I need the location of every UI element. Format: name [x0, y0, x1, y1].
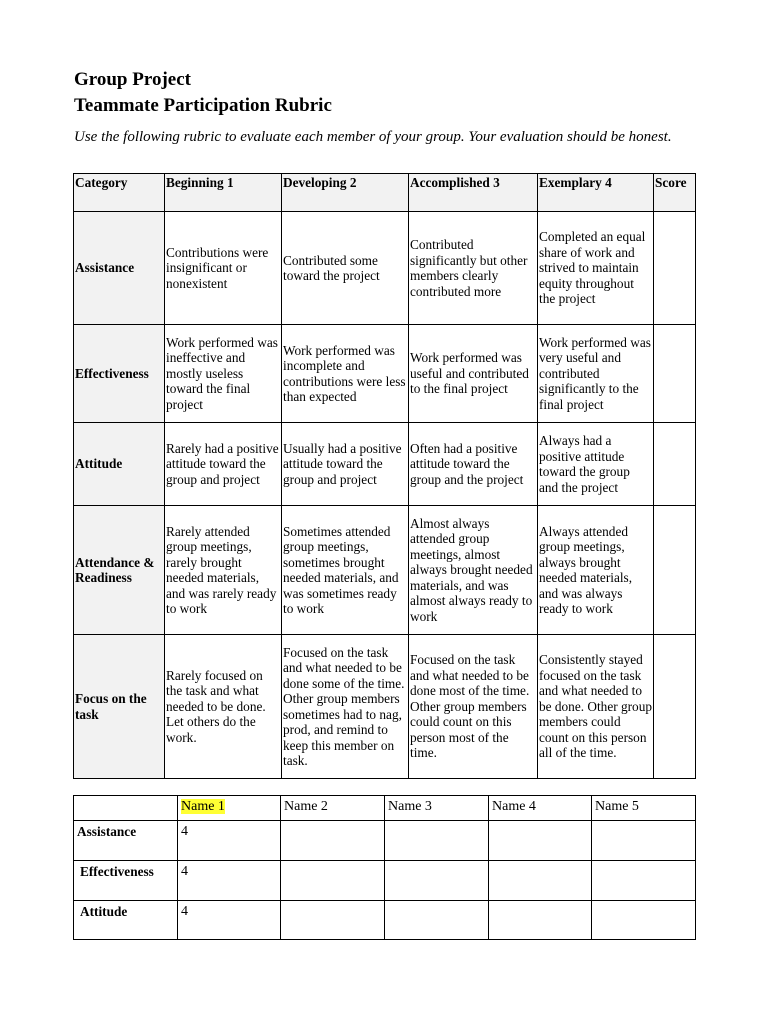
- accomplished-cell: Often had a positive attitude toward the group and the project: [409, 423, 538, 506]
- scores-row-assistance: [74, 821, 696, 861]
- category-cell: Focus on the task: [74, 635, 165, 779]
- beginning-cell: Rarely attended group meetings, rarely brought needed materials, and was rarely ready to work: [165, 506, 282, 635]
- score-value[interactable]: [489, 901, 592, 940]
- header-developing: Developing 2: [282, 174, 409, 212]
- exemplary-cell: Consistently stayed focused on the task and what needed to be done. Other group members could count on this person all of the time.: [538, 635, 654, 779]
- rubric-row-attendance: [74, 506, 696, 635]
- rubric-header-row: [74, 174, 696, 212]
- score-cell[interactable]: [654, 212, 696, 325]
- corner-cell: [74, 796, 178, 821]
- beginning-cell: Work performed was ineffective and mostly useless toward the final project: [165, 325, 282, 423]
- highlighted-name: Name 1: [181, 799, 225, 814]
- rubric-row-effectiveness: [74, 325, 696, 423]
- rubric-row-assistance: [74, 212, 696, 325]
- instructions-text: Use the following rubric to evaluate each member of your group. Your evaluation should be honest.: [74, 129, 672, 145]
- exemplary-cell: Completed an equal share of work and strived to maintain equity throughout the project: [538, 212, 654, 325]
- row-label: Effectiveness: [74, 861, 178, 901]
- document-subtitle: Teammate Participation Rubric: [74, 95, 332, 116]
- score-value[interactable]: [592, 861, 696, 901]
- exemplary-cell: Always had a positive attitude toward the group and the project: [538, 423, 654, 506]
- score-value[interactable]: 4: [178, 901, 281, 940]
- category-cell: Attendance & Readiness: [74, 506, 165, 635]
- developing-cell: Work performed was incomplete and contributions were less than expected: [282, 325, 409, 423]
- exemplary-cell: Work performed was very useful and contributed significantly to the final project: [538, 325, 654, 423]
- accomplished-cell: Focused on the task and what needed to be done most of the time. Other group members could count on this person most of the time.: [409, 635, 538, 779]
- developing-cell: Sometimes attended group meetings, sometimes brought needed materials, and was sometimes ready to work: [282, 506, 409, 635]
- scores-row-attitude: [74, 901, 696, 940]
- rubric-row-attitude: [74, 423, 696, 506]
- score-value[interactable]: [281, 901, 385, 940]
- header-score: Score: [654, 174, 696, 212]
- category-cell: Effectiveness: [74, 325, 165, 423]
- category-cell: Assistance: [74, 212, 165, 325]
- scores-header-row: [74, 796, 696, 821]
- name-header[interactable]: Name 4: [489, 796, 592, 821]
- score-value[interactable]: 4: [178, 861, 281, 901]
- score-value[interactable]: [592, 901, 696, 940]
- beginning-cell: Contributions were insignificant or nonexistent: [165, 212, 282, 325]
- header-exemplary: Exemplary 4: [538, 174, 654, 212]
- accomplished-cell: Work performed was useful and contributed to the final project: [409, 325, 538, 423]
- name-header[interactable]: [178, 796, 281, 821]
- header-accomplished: Accomplished 3: [409, 174, 538, 212]
- score-value[interactable]: [281, 861, 385, 901]
- score-cell[interactable]: [654, 635, 696, 779]
- score-value[interactable]: [385, 821, 489, 861]
- score-value[interactable]: 4: [178, 821, 281, 861]
- score-value[interactable]: [385, 861, 489, 901]
- header-beginning: Beginning 1: [165, 174, 282, 212]
- scores-row-effectiveness: [74, 861, 696, 901]
- score-cell[interactable]: [654, 325, 696, 423]
- beginning-cell: Rarely had a positive attitude toward the group and project: [165, 423, 282, 506]
- score-value[interactable]: [385, 901, 489, 940]
- score-cell[interactable]: [654, 423, 696, 506]
- accomplished-cell: Almost always attended group meetings, almost always brought needed materials, and was almost always ready to work: [409, 506, 538, 635]
- score-cell[interactable]: [654, 506, 696, 635]
- header-category: Category: [74, 174, 165, 212]
- developing-cell: Usually had a positive attitude toward the group and project: [282, 423, 409, 506]
- beginning-cell: Rarely focused on the task and what needed to be done. Let others do the work.: [165, 635, 282, 779]
- category-cell: Attitude: [74, 423, 165, 506]
- rubric-row-focus: [74, 635, 696, 779]
- name-header[interactable]: Name 5: [592, 796, 696, 821]
- name-header[interactable]: Name 2: [281, 796, 385, 821]
- score-value[interactable]: [489, 821, 592, 861]
- document-title: Group Project: [74, 69, 191, 90]
- row-label: Attitude: [74, 901, 178, 940]
- exemplary-cell: Always attended group meetings, always brought needed materials, and was always ready to work: [538, 506, 654, 635]
- developing-cell: Focused on the task and what needed to be done some of the time. Other group members sometimes had to nag, prod, and remind to keep this member on task.: [282, 635, 409, 779]
- score-value[interactable]: [592, 821, 696, 861]
- row-label: Assistance: [74, 821, 178, 861]
- developing-cell: Contributed some toward the project: [282, 212, 409, 325]
- accomplished-cell: Contributed significantly but other members clearly contributed more: [409, 212, 538, 325]
- name-header[interactable]: Name 3: [385, 796, 489, 821]
- score-value[interactable]: [281, 821, 385, 861]
- scores-table: [73, 795, 696, 940]
- rubric-table: [73, 173, 696, 779]
- score-value[interactable]: [489, 861, 592, 901]
